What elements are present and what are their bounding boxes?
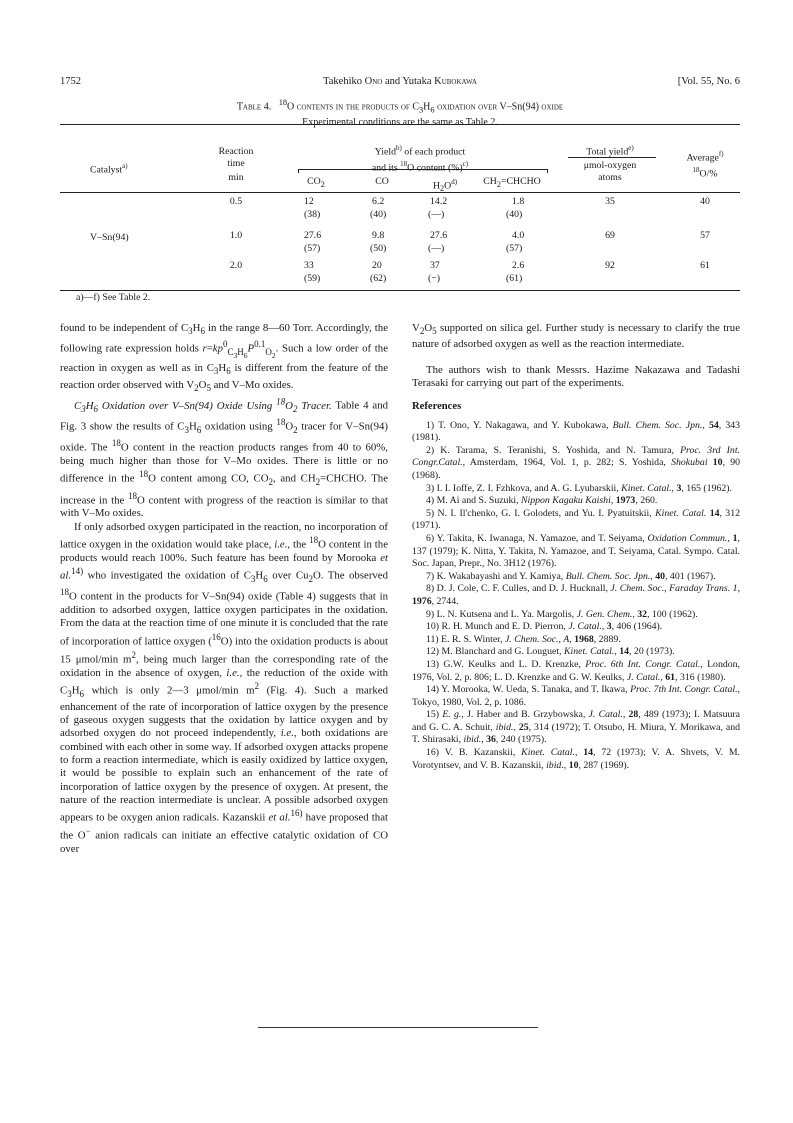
reference-item: 12) M. Blanchard and G. Louguet, Kinet. Catal., 14, 20 (1973). bbox=[426, 646, 675, 658]
cell-co2: 12 bbox=[304, 196, 314, 207]
cell-time: 0.5 bbox=[229, 196, 243, 207]
cell-time: 2.0 bbox=[229, 260, 243, 271]
page-number: 1752 bbox=[60, 76, 81, 87]
running-header bbox=[60, 76, 740, 90]
col-header-min: min bbox=[228, 172, 244, 183]
reference-item: 7) K. Wakabayashi and Y. Kamiya, Bull. Chem. Soc. Jpn., 40, 401 (1967). bbox=[426, 570, 716, 582]
reference-item: 5) N. I. Il'chenko, G. I. Golodets, and Yu. I. Pyatuitskii, Kinet. Catal. 14, 312 (1971). bbox=[412, 507, 740, 532]
col-header-h2o: $H_2O^{d)}$ bbox=[432, 178, 458, 194]
data-table bbox=[60, 124, 740, 294]
cell-total: 35 bbox=[605, 196, 615, 207]
col-header-yield-group: Yield$^{b)}$ of each product and its $^{18}$O content (%)$^{c)}$ bbox=[371, 144, 469, 174]
reference-item: 10) R. H. Munch and E. D. Pierron, J. Catal., 3, 406 (1964). bbox=[426, 621, 663, 633]
cell-total: 69 bbox=[605, 230, 615, 241]
cell-co2-o18: (59) bbox=[304, 273, 321, 284]
cell-time: 1.0 bbox=[229, 230, 243, 241]
cell-co: 6.2 bbox=[372, 196, 385, 207]
col-header-acrolein: $CH_2=CHCHO$ bbox=[483, 176, 541, 189]
references-heading: References bbox=[412, 401, 462, 413]
running-authors: Takehiko Ono and Yutaka Kubokawa bbox=[323, 76, 477, 87]
reference-item: 15) E. g., J. Haber and B. Grzybowska, J. Catal., 28, 489 (1973); I. Matsuura and G. C. A. Schuit, ibid., 25, 314 (1972); T. Otsubo, H. Miura, Y. Morikawa, and T. Shirasaki, ibid., 36, 240 (1975). bbox=[412, 709, 741, 746]
cell-co-o18: (40) bbox=[370, 209, 387, 220]
table-bottom-rule bbox=[60, 290, 740, 291]
col-header-catalyst: Catalyst$^{a)}$ bbox=[90, 162, 128, 176]
left-column bbox=[60, 322, 388, 856]
cell-average: 61 bbox=[700, 260, 710, 271]
cell-co-o18: (50) bbox=[370, 243, 387, 254]
paragraph: $C_3H_6$ Oxidation over V–Sn(94) Oxide Using $^{18}O_2$ Tracer. Table 4 and Fig. 3 show the results of $C_3H_6$ oxidation using $^{18}O_2$ tracer for V–Sn(94) oxide. The $^{18}$O content in the reaction products ranges from 40 to 60%, being much higher than those for V–Mo oxides. There is little or no difference in the $^{18}$O content among CO, $CO_2$, and $CH_2=CHCHO$. The increase in the $^{18}$O content with progress of the reaction is similar to that with V–Mo oxides. bbox=[60, 396, 389, 520]
cell-acrolein-o18: (57) bbox=[506, 243, 523, 254]
volume-info: [Vol. 55, No. 6 bbox=[677, 76, 740, 87]
total-yield-rule bbox=[568, 157, 656, 158]
cell-co: 9.8 bbox=[372, 230, 385, 241]
cell-co2-o18: (57) bbox=[304, 243, 321, 254]
cell-h2o-o18: (—) bbox=[428, 209, 445, 220]
cell-average: 40 bbox=[700, 196, 710, 207]
cell-h2o: 27.6 bbox=[430, 230, 448, 241]
reference-item: 11) E. R. S. Winter, J. Chem. Soc., A, 1968, 2889. bbox=[426, 633, 621, 645]
col-header-reaction-time: Reaction time bbox=[218, 146, 254, 169]
right-column bbox=[412, 322, 740, 772]
reference-item: 6) Y. Takita, K. Iwanaga, N. Yamazoe, and T. Seiyama, Oxidation Commun., 1, 137 (1979); K. Nitta, Y. Takita, N. Yamazoe, and T. Seiyama, Catal. Sympo. Catal. Soc. Japan, Prepr., No. 3H12 (1976). bbox=[412, 532, 740, 570]
reference-item: 16) V. B. Kazanskii, Kinet. Catal., 14, 72 (1973); V. A. Shvets, V. M. Vorotyntsev, and V. B. Kazanskii, ibid., 10, 287 (1969). bbox=[412, 747, 741, 771]
table-header-rule bbox=[60, 192, 740, 193]
reference-item: 1) T. Ono, Y. Nakagawa, and Y. Kubokawa, Bull. Chem. Soc. Jpn., 54, 343 (1981). bbox=[412, 419, 741, 444]
cell-average: 57 bbox=[700, 230, 710, 241]
reference-item: 13) G.W. Keulks and L. D. Krenzke, Proc. 6th Int. Congr. Catal., London, 1976, Vol. 2, p. 806; L. D. Krenzke and G. W. Keulks, J. Catal., 61, 316 (1980). bbox=[412, 658, 740, 683]
table-footnote: a)—f) See Table 2. bbox=[76, 292, 151, 303]
reference-list bbox=[412, 420, 740, 773]
cell-acrolein: 4.0 bbox=[512, 230, 525, 241]
cell-total: 92 bbox=[605, 260, 615, 271]
col-header-co: CO bbox=[375, 176, 389, 187]
reference-item: 9) L. N. Kutsena and L. Ya. Margolis, J. Gen. Chem., 32, 100 (1962). bbox=[426, 608, 698, 620]
cell-co-o18: (62) bbox=[370, 273, 387, 284]
cell-acrolein-o18: (61) bbox=[506, 273, 523, 284]
table-subtitle: Experimental conditions are the same as Table 2. bbox=[302, 117, 498, 129]
reference-item: 4) M. Ai and S. Suzuki, Nippon Kagaku Kaishi, 1973, 260. bbox=[426, 495, 658, 507]
cell-h2o-o18: (−) bbox=[428, 273, 441, 284]
paragraph: $V_2O_5$ supported on silica gel. Further study is necessary to clarify the true nature of adsorbed oxygen as well as the reaction intermediate. bbox=[412, 322, 740, 351]
cell-co: 20 bbox=[372, 260, 382, 271]
end-of-article-rule bbox=[258, 1027, 538, 1028]
reference-item: 14) Y. Morooka, W. Ueda, S. Tanaka, and T. Ikawa, Proc. 7th Int. Congr. Catal., Tokyo, 1980, Vol. 2, p. 1086. bbox=[412, 684, 740, 708]
col-header-total-unit: μmol-oxygen atoms bbox=[583, 160, 637, 183]
yield-group-brace bbox=[298, 169, 548, 173]
cell-h2o-o18: (—) bbox=[428, 243, 445, 254]
cell-co2: 33 bbox=[304, 260, 314, 271]
acknowledgement: The authors wish to thank Messrs. Hazime Nakazawa and Tadashi Terasaki for carrying out part of the experiments. bbox=[412, 363, 740, 390]
cell-co2-o18: (38) bbox=[304, 209, 321, 220]
table-title: Table 4. $^{18}$O contents in the products of $C_3H_6$ oxidation over V–Sn(94) oxide bbox=[236, 98, 564, 115]
col-header-co2: $CO_2$ bbox=[307, 176, 325, 189]
cell-acrolein-o18: (40) bbox=[506, 209, 523, 220]
paragraph: If only adsorbed oxygen participated in the reaction, no incorporation of lattice oxygen in the oxidation would take place, i.e., the $^{18}$O content in the products would reach 100%. Such feature has been found by Morooka et al.$^{14)}$ who investigated the oxidation of $C_3H_6$ over $Cu_2O$. The observed $^{18}$O content in the products for V–Sn(94) oxide (Table 4) suggests that in addition to adsorbed oxygen, lattice oxygen participates in the oxidation. From the data at the reaction time of one minute it is concluded that the rate of incorporation of lattice oxygen ($^{16}$O) into the oxidation products is about 15 μmol/min $m^2$, being much larger than the corresponding rate of the oxidation in the absence of oxygen, i.e., the reduction of the oxide with $C_3H_6$ which is only 2—3 μmol/min $m^2$ (Fig. 4). Such a marked enhancement of the rate of incorporation of lattice oxygen by the presence of gaseous oxygen suggests that the oxidation by lattice oxygen and by adsorbed oxygen do not proceed independently, i.e., both oxidations are combined with each other in some way. If adsorbed oxygen attacks propene to form a reaction intermediate, which is easily oxidized by lattice oxygen, it would be possible to explain such an enhancement of the rate of incorporation of lattice oxygen by the presence of oxygen. At present, the nature of the reaction intermediate is unclear. A possible adsorbed oxygen appears to be oxygen anion radicals. Kazanskii et al.$^{16)}$ have proposed that the O− anion radicals can initiate an effective catalytic oxidation of CO over bbox=[60, 520, 389, 856]
col-header-total-yield: Total yield$^{e)}$ bbox=[586, 144, 634, 158]
cell-h2o: 14.2 bbox=[430, 196, 448, 207]
cell-catalyst: V–Sn(94) bbox=[90, 232, 129, 243]
cell-co2: 27.6 bbox=[304, 230, 322, 241]
reference-item: 8) D. J. Cole, C. F. Culles, and D. J. Hucknall, J. Chem. Soc., Faraday Trans. 1, 1976, 2744. bbox=[412, 583, 741, 607]
cell-acrolein: 1.8 bbox=[512, 196, 525, 207]
col-header-average: Average$^{f)}$ $^{18}$O/% bbox=[686, 150, 724, 180]
cell-h2o: 37 bbox=[430, 260, 440, 271]
paragraph: found to be independent of $C_3H_6$ in the range 8—60 Torr. Accordingly, the following rate expression holds $r=kp^0_{C_3H_6}P^{0.1}_{O_2}$. Such a low order of the reaction in oxygen as well as in $C_3H_6$ is different from the feature of the reaction order observed with $V_2O_5$ and V–Mo oxides. bbox=[60, 322, 388, 393]
reference-item: 3) I. I. Ioffe, Z. I. Fzhkova, and A. G. Lyubarskii, Kinet. Catal., 3, 165 (1962). bbox=[426, 482, 732, 494]
reference-item: 2) K. Tarama, S. Teranishi, S. Yoshida, and N. Tamura, Proc. 3rd Int. Congr.Catal., Amsterdam, 1964, Vol. 1, p. 282; S. Yoshida, Shokubai 10, 90 (1968). bbox=[412, 444, 741, 482]
cell-acrolein: 2.6 bbox=[512, 260, 525, 271]
table-top-rule bbox=[60, 124, 740, 125]
